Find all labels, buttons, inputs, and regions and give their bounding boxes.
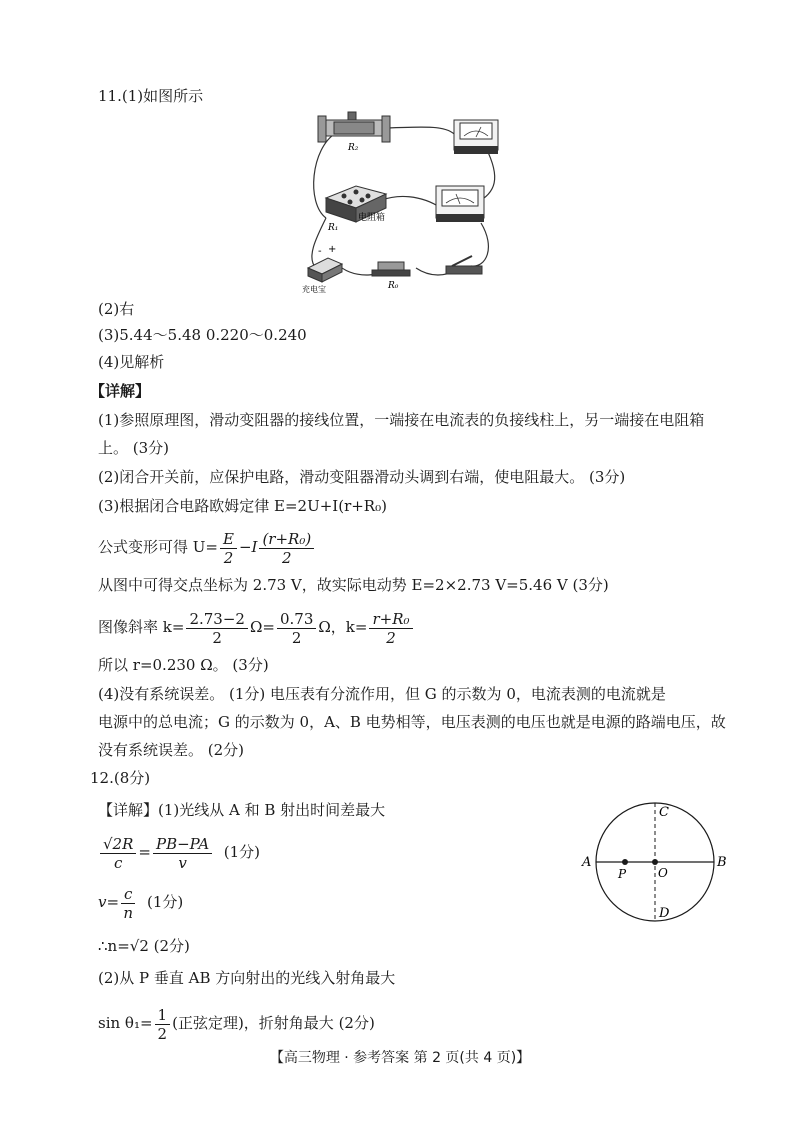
q11-equation-slope: 图像斜率 k= $\frac{2.73-2}{2}$ Ω= $\frac{0.73}{2}$ Ω，k= $\frac{\text{r+R₀}}{2}$ [98,607,415,647]
fraction-pb-pa-over-v: $\frac{PB-PA}{v}$ [153,835,212,872]
q11-equation-u: 公式变形可得 U= $\frac{E}{2}$ −I $\frac{\text{(r+R₀)}}{2}$ [98,527,316,567]
fraction-slope-2: $\frac{0.73}{2}$ [277,610,316,647]
q12-equation-3: ∴n=√2 (2分) [98,937,190,955]
power-bank [308,258,342,282]
label-plus: + [328,244,337,255]
q11-detail2: (2)闭合开关前，应保护电路，滑动变阻器滑动头调到右端，使电阻最大。 (3分) [98,468,626,486]
q11-detail3-result: 所以 r=0.230 Ω。 (3分) [98,656,269,674]
q11-detail3-intersection: 从图中可得交点坐标为 2.73 V，故实际电动势 E=2×2.73 V=5.46 V (3分) [98,576,609,594]
fraction-slope-1: $\frac{2.73-2}{2}$ [186,610,248,647]
q11-part4: (4)见解析 [98,353,165,371]
point-p [622,859,628,865]
label-p: P [618,867,627,881]
q12-detail1: 【详解】(1)光线从 A 和 B 射出时间差最大 [98,801,386,819]
q11-detail1-line2: 上。 (3分) [98,439,170,457]
page-footer: 【高三物理 · 参考答案 第 2 页(共 4 页)】 [269,1050,531,1066]
label-o: O [658,866,668,880]
label-r0: R₀ [388,281,399,291]
voltmeter [436,186,484,222]
label-a: A [582,855,592,870]
circle-diagram [578,798,738,926]
label-minus: - [318,246,322,257]
q11-detail4-line3: 没有系统误差。 (2分) [98,741,245,759]
rheostat-r2 [318,112,390,142]
ammeter [454,120,498,154]
label-r2: R₂ [348,143,359,153]
q12-detail2: (2)从 P 垂直 AB 方向射出的光线入射角最大 [98,969,396,987]
point-o [652,859,658,865]
fraction-c-over-n: $\frac{c}{n}$ [121,885,135,922]
circuit-figure [296,108,506,293]
label-b: B [717,855,727,870]
label-d: D [659,906,670,921]
q11-detail-label: 【详解】 [90,382,151,400]
fraction-e-over-2: $\frac{E}{2}$ [220,530,237,567]
fraction-r-plus-r0-over-2: $\frac{\text{(r+R₀)}}{2}$ [259,530,314,567]
fraction-1-over-2: $\frac{1}{2}$ [155,1006,171,1043]
label-r1: R₁ [328,223,339,233]
q11-part3: (3)5.44～5.48 0.220～0.240 [98,326,307,344]
q12-equation-2: v= $\frac{c}{n}$ (1分) [98,884,184,922]
switch [446,256,482,274]
q11-detail4-line2: 电源中的总电流；G 的示数为 0，A、B 电势相等，电压表测的电压也就是电源的路端电压，故 [98,713,726,731]
q11-part2: (2)右 [98,300,135,318]
q12-heading: 12.(8分) [90,769,151,787]
q11-detail4-line1: (4)没有系统误差。 (1分) 电压表有分流作用，但 G 的示数为 0，电流表测的电流就是 [98,685,666,703]
q12-equation-4: sin θ₁= $\frac{1}{2}$ (正弦定理)，折射角最大 (2分) [98,1005,375,1043]
q11-heading: 11.(1)如图所示 [98,87,204,105]
fraction-root2r-over-c: $\frac{√2R}{c}$ [100,835,136,872]
q11-detail3-line1: (3)根据闭合电路欧姆定律 E=2U+I(r+R₀) [98,497,387,515]
label-power-bank: 充电宝 [302,285,326,293]
q12-equation-1: $\frac{√2R}{c}$ = $\frac{PB-PA}{v}$ (1分) [98,832,260,872]
fraction-slope-3: $\frac{\text{r+R₀}}{2}$ [369,610,412,647]
label-c: C [659,805,669,820]
label-resistance-box: 电阻箱 [358,213,386,223]
q11-detail1-line1: (1)参照原理图，滑动变阻器的接线位置，一端接在电流表的负接线柱上，另一端接在电阻箱 [98,411,705,429]
resistor-r0 [372,262,410,276]
